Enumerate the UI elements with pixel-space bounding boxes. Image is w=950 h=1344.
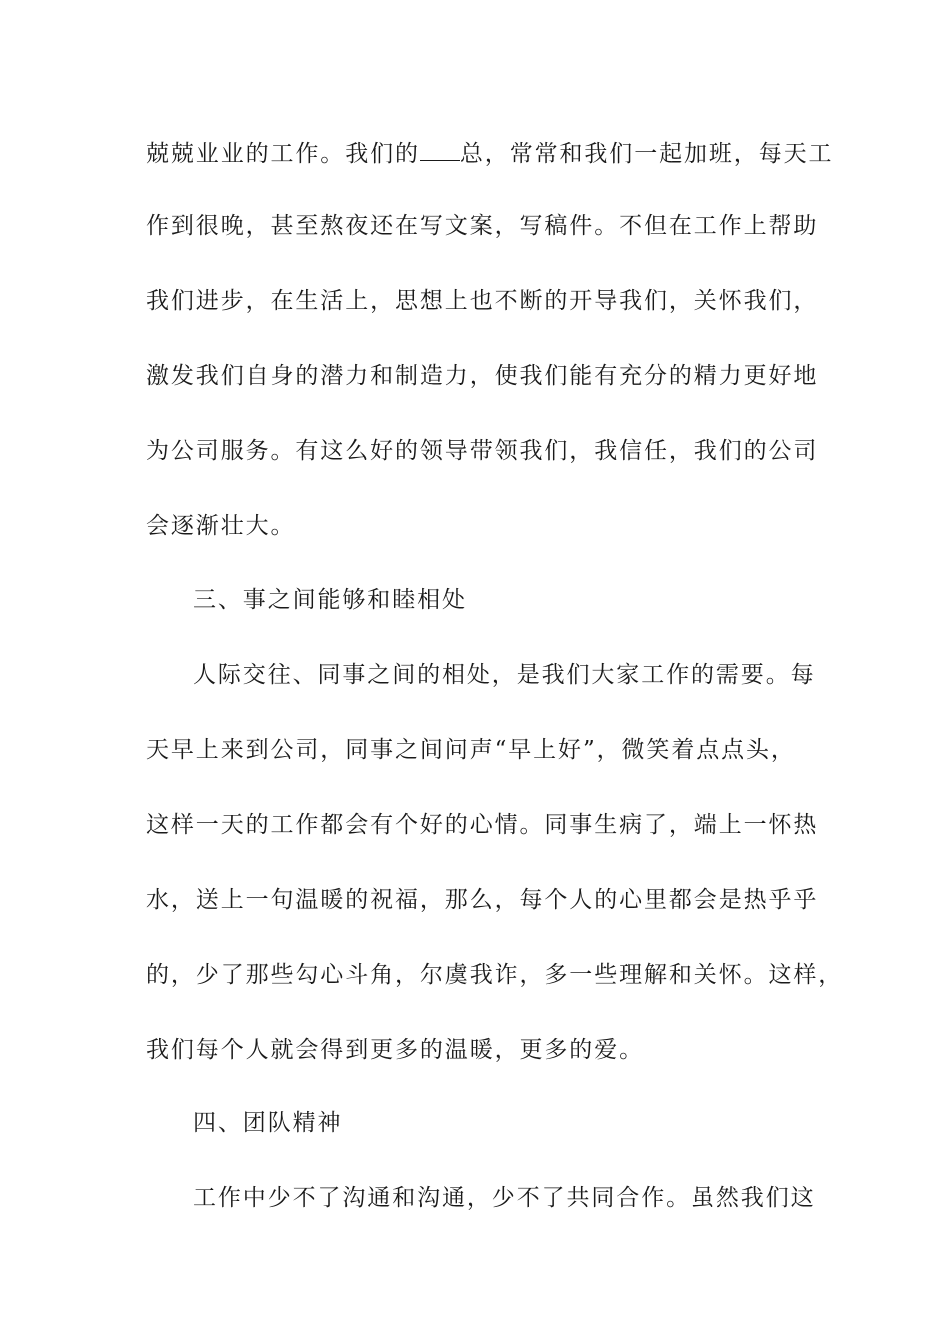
text-segment: 总，常常和我们一起加班，每天工 (459, 141, 834, 167)
paragraph-line (146, 138, 834, 168)
paragraph-line: 激发我们自身的潜力和制造力，使我们能有充分的精力更好地 (146, 363, 819, 389)
paragraph-line: 天早上来到公司，同事之间问声“早上好”，微笑着点点头， (146, 737, 796, 763)
paragraph-line: 人际交往、同事之间的相处，是我们大家工作的需要。每 (193, 662, 816, 688)
paragraph-line: 这样一天的工作都会有个好的心情。同事生病了，端上一怀热 (146, 812, 819, 838)
paragraph-line: 我们进步，在生活上，思想上也不断的开导我们，关怀我们， (146, 288, 819, 314)
paragraph-line: 为公司服务。有这么好的领导带领我们，我信任，我们的公司 (146, 438, 819, 464)
fill-in-blank (420, 138, 460, 161)
section-heading: 三、事之间能够和睦相处 (193, 587, 467, 613)
text-segment: 兢兢业业的工作。我们的 (146, 141, 420, 167)
paragraph-line: 水，送上一句温暖的祝福，那么，每个人的心里都会是热乎乎 (146, 887, 819, 913)
paragraph-line: 会逐渐壮大。 (146, 513, 296, 539)
paragraph-line: 工作中少不了沟通和沟通，少不了共同合作。虽然我们这 (193, 1185, 816, 1211)
paragraph-line: 作到很晚，甚至熬夜还在写文案，写稿件。不但在工作上帮助 (146, 213, 819, 239)
section-heading: 四、团队精神 (193, 1110, 343, 1136)
paragraph-line: 的，少了那些勾心斗角，尔虞我诈，多一些理解和关怀。这样， (146, 962, 844, 988)
paragraph-line: 我们每个人就会得到更多的温暖，更多的爱。 (146, 1037, 644, 1063)
